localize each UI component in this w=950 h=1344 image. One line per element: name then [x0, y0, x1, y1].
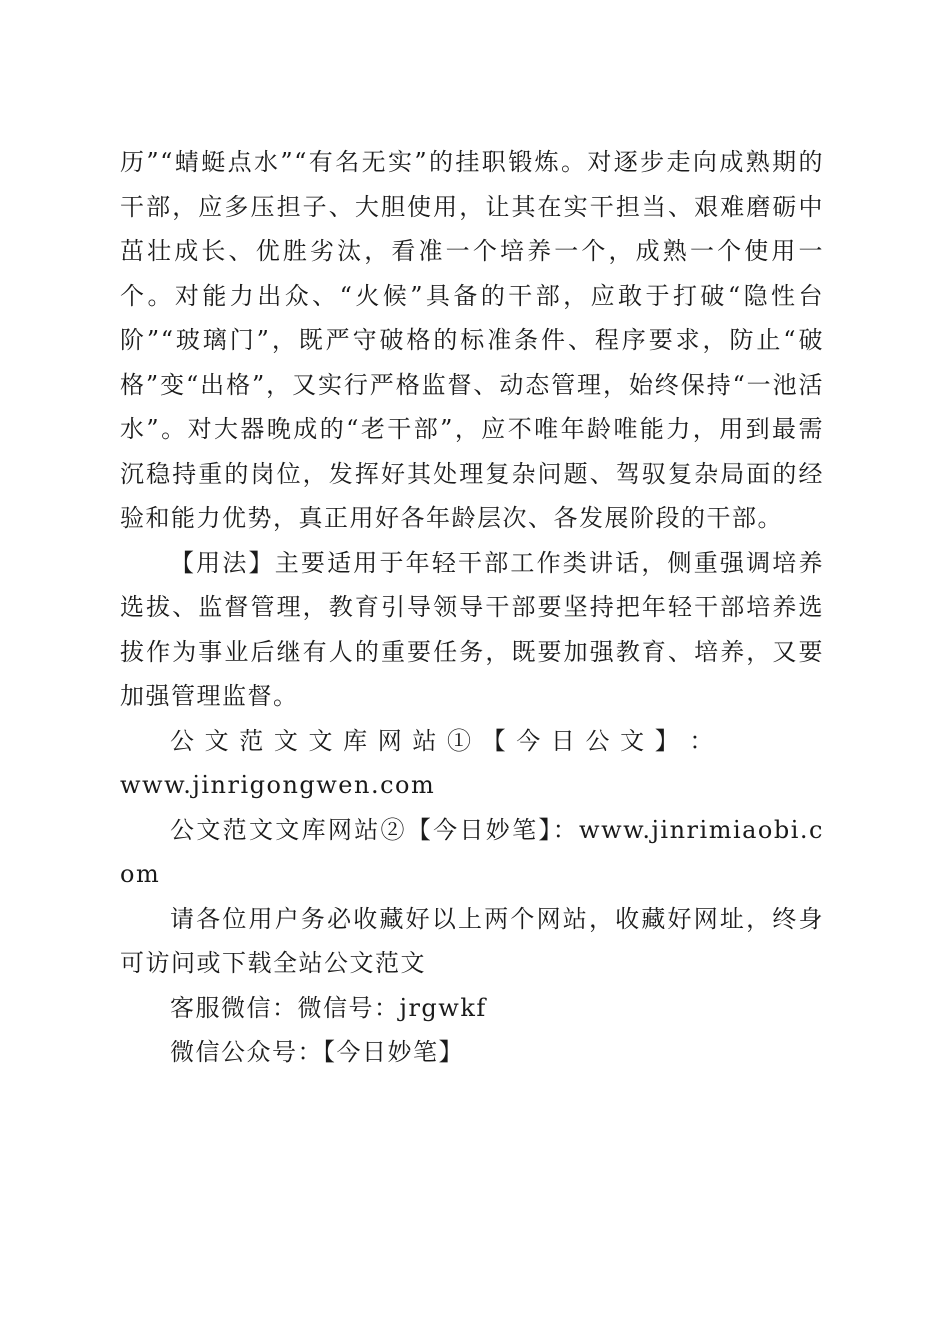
usage-paragraph: 【用法】主要适用于年轻干部工作类讲话，侧重强调培养选拔、监督管理，教育引导领导干部要坚持把年轻干部培养选拔作为事业后继有人的重要任务，既要加强教育、培养，又要加强管理监督。 — [120, 548, 824, 710]
site1-url[interactable]: www.jinrigongwen.com — [120, 771, 436, 799]
site2-line[interactable]: 公文范文文库网站②【今日妙笔】：www.jinrimiaobi.com — [120, 815, 824, 888]
wechat-official-line: 微信公众号：【今日妙笔】 — [170, 1038, 464, 1066]
wechat-service-line: 客服微信：微信号：jrgwkf — [170, 993, 487, 1022]
document-body — [120, 140, 824, 1075]
body-paragraph-1: 历”“蜻蜓点水”“有名无实”的挂职锻炼。对逐步走向成熟期的干部，应多压担子、大胆使用，让其在实干担当、艰难磨砺中茁壮成长、优胜劣汰，看准一个培养一个，成熟一个使用一个。对能力出众、“火候”具备的干部，应敢于打破“隐性台阶”“玻璃门”，既严守破格的标准条件、程序要求，防止“破格”变“出格”，又实行严格监督、动态管理，始终保持“一池活水”。对大器晚成的“老干部”，应不唯年龄唯能力，用到最需沉稳持重的岗位，发挥好其处理复杂问题、驾驭复杂局面的经验和能力优势，真正用好各年龄层次、各发展阶段的干部。 — [120, 148, 824, 532]
site1-label: 公 文 范 文 文 库 网 站 ① 【 今 日 公 文 】 ： — [170, 726, 715, 755]
bookmark-notice: 请各位用户务必收藏好以上两个网站，收藏好网址，终身可访问或下载全站公文范文 — [120, 904, 824, 977]
